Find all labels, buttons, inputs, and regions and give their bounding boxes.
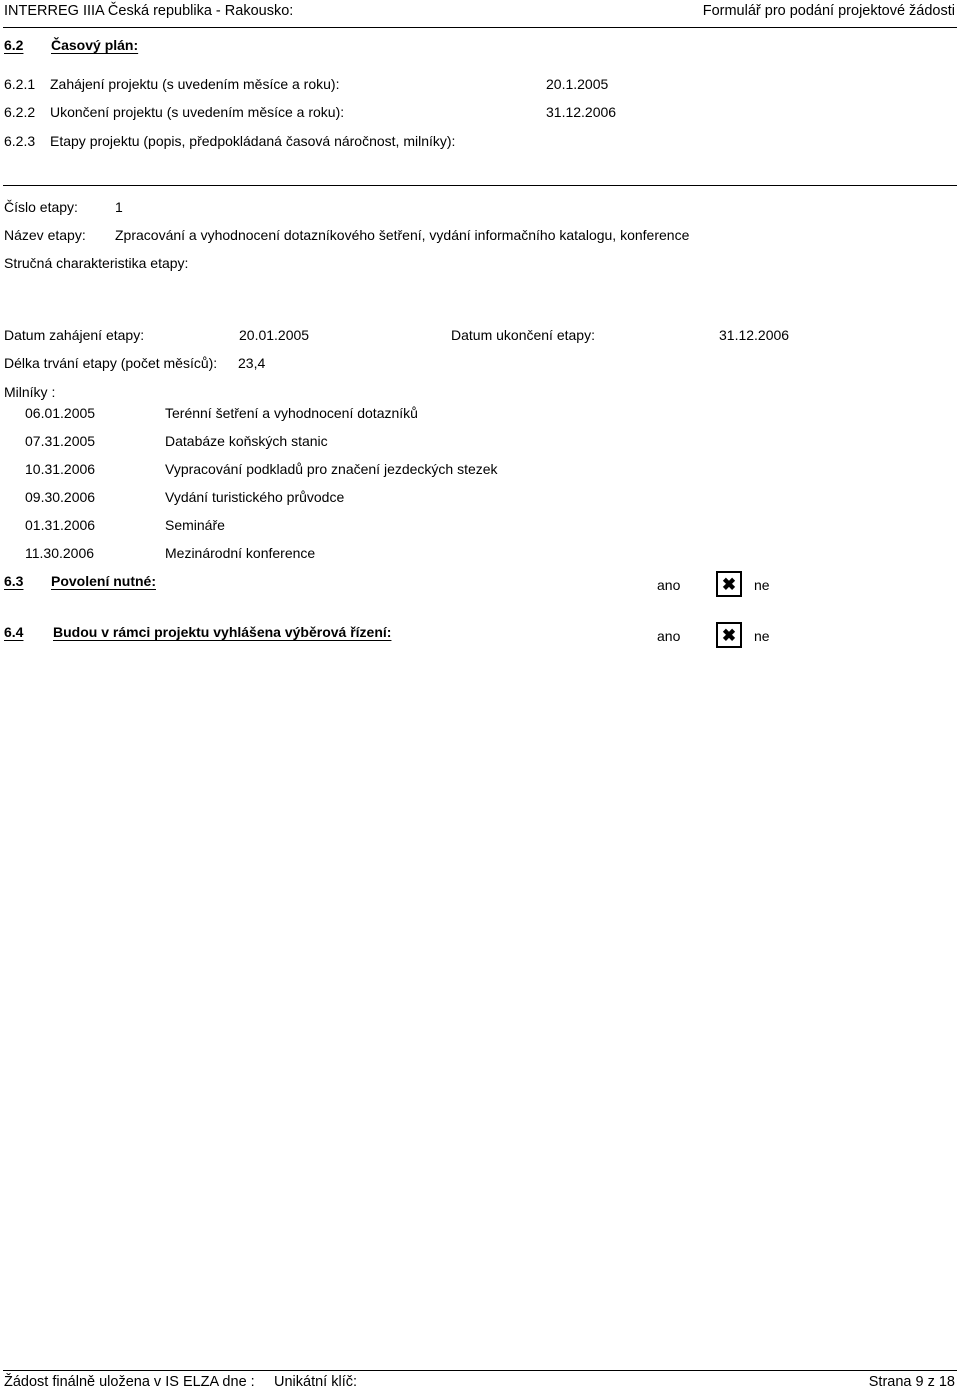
stage-end-value: 31.12.2006 xyxy=(719,327,790,343)
section-6-4-number: 6.4 xyxy=(4,624,24,640)
milestone-text: Vydání turistického průvodce xyxy=(165,489,345,505)
stage-divider xyxy=(3,185,957,186)
milestone-date: 07.31.2005 xyxy=(25,433,96,449)
footer-page-number: Strana 9 z 18 xyxy=(868,1374,955,1390)
end-value: 31.12.2006 xyxy=(546,104,617,120)
tender-no-label: ne xyxy=(754,628,770,644)
header-divider xyxy=(3,27,957,28)
milestone-date: 06.01.2005 xyxy=(25,405,96,421)
tender-no-checkbox[interactable]: ✖ xyxy=(716,622,742,648)
tender-yes-label: ano xyxy=(657,628,681,644)
milestone-date: 09.30.2006 xyxy=(25,489,96,505)
end-number: 6.2.2 xyxy=(4,104,36,120)
section-6-2-title: Časový plán: xyxy=(51,37,139,53)
section-6-4-title: Budou v rámci projektu vyhlášena výběrová řízení: xyxy=(53,624,392,640)
section-6-3-title: Povolení nutné: xyxy=(51,573,156,589)
stage-number-label: Číslo etapy: xyxy=(4,199,78,215)
milestones-label: Milníky : xyxy=(4,384,56,400)
footer-saved: Žádost finálně uložena v IS ELZA dne : xyxy=(4,1374,255,1390)
stages-label: Etapy projektu (popis, předpokládaná časová náročnost, milníky): xyxy=(50,133,456,149)
milestone-date: 01.31.2006 xyxy=(25,517,96,533)
milestone-text: Databáze koňských stanic xyxy=(165,433,328,449)
stages-number: 6.2.3 xyxy=(4,133,36,149)
header-left: INTERREG IIIA Česká republika - Rakousko: xyxy=(4,3,294,19)
stage-end-label: Datum ukončení etapy: xyxy=(451,327,595,343)
stage-start-value: 20.01.2005 xyxy=(239,327,310,343)
stage-duration-label: Délka trvání etapy (počet měsíců): xyxy=(4,355,218,371)
stage-start-label: Datum zahájení etapy: xyxy=(4,327,145,343)
milestone-text: Semináře xyxy=(165,517,225,533)
stage-duration-value: 23,4 xyxy=(238,355,266,371)
start-number: 6.2.1 xyxy=(4,76,36,92)
milestone-date: 11.30.2006 xyxy=(25,545,95,561)
section-6-2-number: 6.2 xyxy=(4,37,24,53)
footer-divider xyxy=(3,1370,957,1371)
milestone-text: Terénní šetření a vyhodnocení dotazníků xyxy=(165,405,418,421)
permit-no-checkbox[interactable]: ✖ xyxy=(716,571,742,597)
stage-name-label: Název etapy: xyxy=(4,227,86,243)
section-6-3-number: 6.3 xyxy=(4,573,24,589)
milestone-text: Mezinárodní konference xyxy=(165,545,316,561)
stage-characteristics-label: Stručná charakteristika etapy: xyxy=(4,255,189,271)
start-value: 20.1.2005 xyxy=(546,76,609,92)
permit-yes-label: ano xyxy=(657,577,681,593)
start-label: Zahájení projektu (s uvedením měsíce a roku): xyxy=(50,76,340,92)
stage-number-value: 1 xyxy=(115,199,123,215)
milestone-text: Vypracování podkladů pro značení jezdeckých stezek xyxy=(165,461,498,477)
milestone-date: 10.31.2006 xyxy=(25,461,96,477)
end-label: Ukončení projektu (s uvedením měsíce a roku): xyxy=(50,104,345,120)
permit-no-label: ne xyxy=(754,577,770,593)
footer-key: Unikátní klíč: xyxy=(274,1374,357,1390)
header-right: Formulář pro podání projektové žádosti xyxy=(702,3,955,19)
stage-name-value: Zpracování a vyhodnocení dotazníkového šetření, vydání informačního katalogu, konference xyxy=(115,227,690,243)
